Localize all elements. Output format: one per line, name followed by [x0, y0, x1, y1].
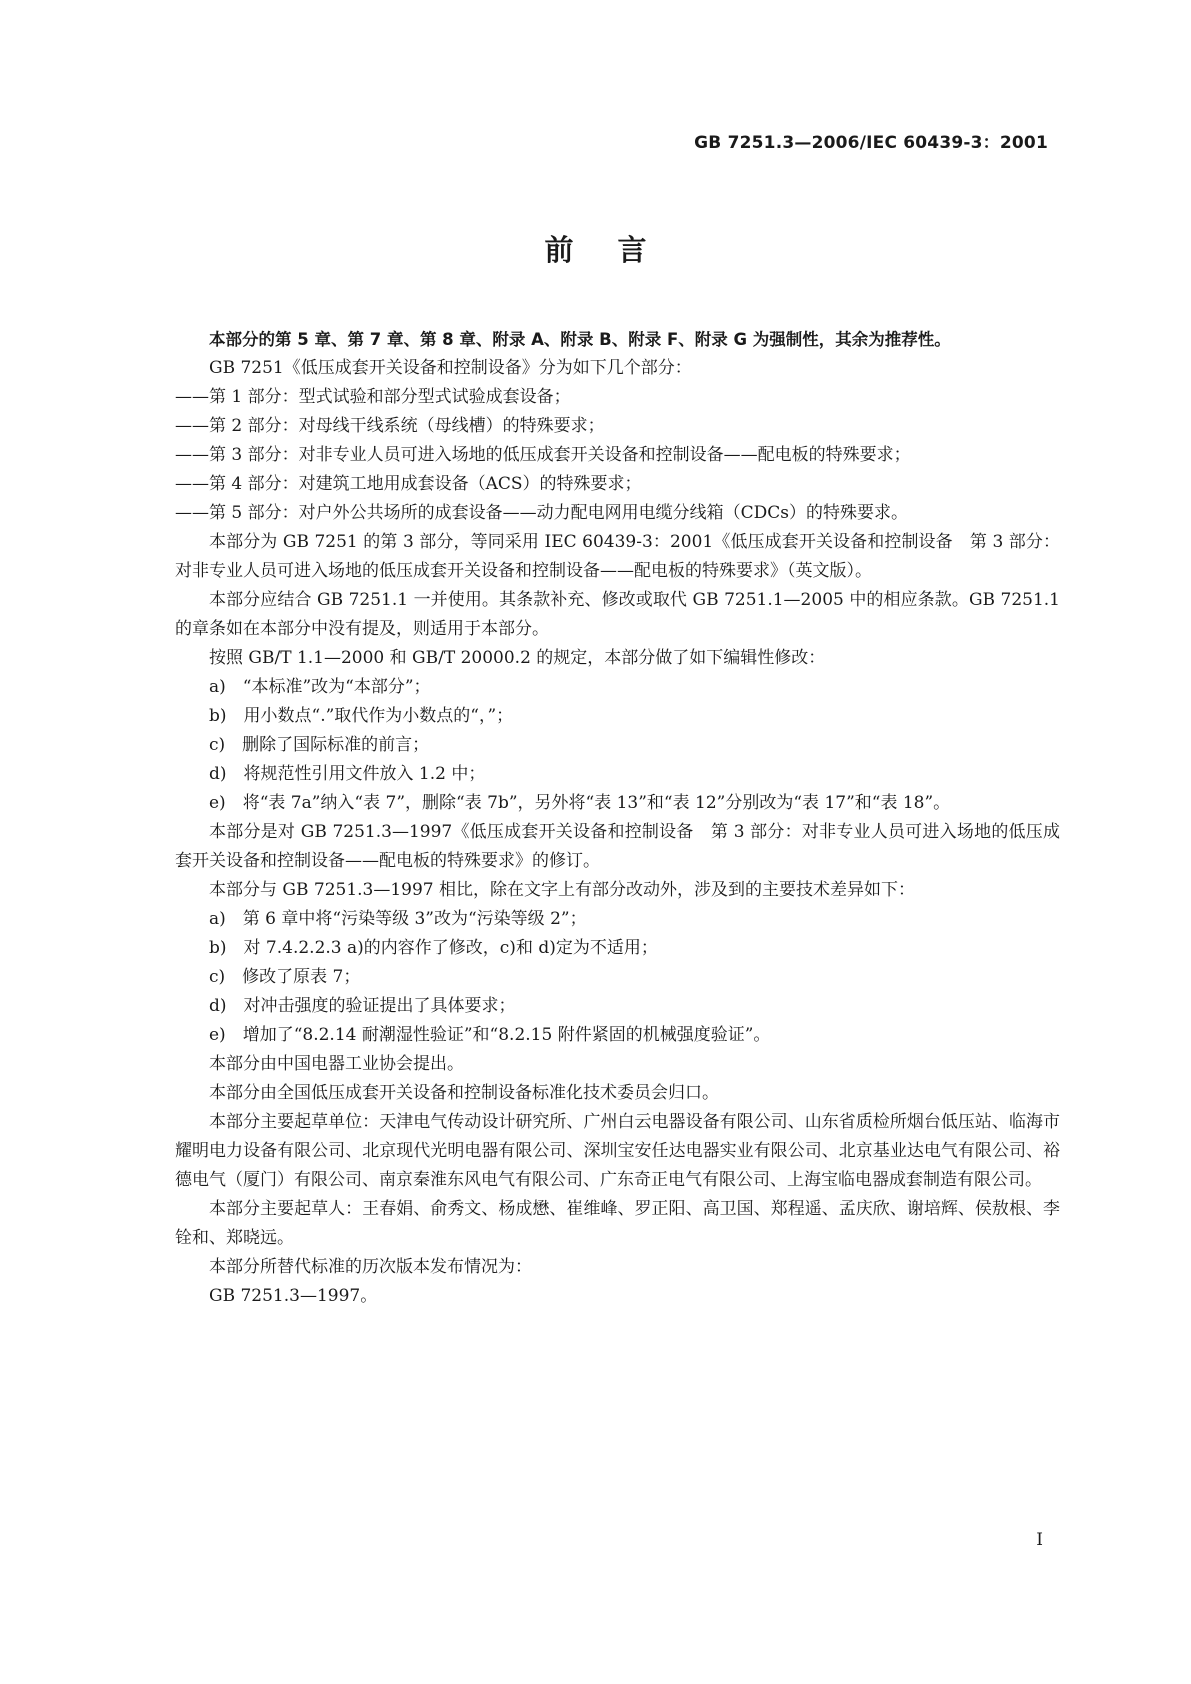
- list-item: a) “本标准”改为“本部分”；: [209, 677, 431, 697]
- part-list-item: ——第 3 部分：对非专业人员可进入场地的低压成套开关设备和控制设备——配电板的特殊要求；: [175, 445, 911, 465]
- list-item: d) 对冲击强度的验证提出了具体要求；: [209, 996, 516, 1016]
- list-item: e) 增加了“8.2.14 耐潮湿性验证”和“8.2.15 附件紧固的机械强度验证”。: [209, 1025, 771, 1045]
- part-list-item: ——第 5 部分：对户外公共场所的成套设备——动力配电网用电缆分线箱（CDCs）的特殊要求。: [175, 503, 908, 523]
- paragraph: 本部分与 GB 7251.3—1997 相比，除在文字上有部分改动外，涉及到的主要技术差异如下：: [209, 880, 916, 900]
- part-list-item: ——第 1 部分：型式试验和部分型式试验成套设备；: [175, 387, 571, 407]
- paragraph: 本部分由中国电器工业协会提出。: [209, 1054, 464, 1074]
- part-list-item: ——第 4 部分：对建筑工地用成套设备（ACS）的特殊要求；: [175, 474, 642, 494]
- list-item: e) 将“表 7a”纳入“表 7”，删除“表 7b”，另外将“表 13”和“表 12”分别改为“表 17”和“表 18”。: [209, 793, 951, 813]
- paragraph: 本部分所替代标准的历次版本发布情况为：: [209, 1257, 532, 1277]
- list-item: b) 用小数点“.”取代作为小数点的“，”；: [209, 706, 514, 726]
- page-title: 前言: [544, 233, 691, 267]
- standard-code-header: GB 7251.3—2006/IEC 60439-3：2001: [694, 133, 1048, 153]
- paragraph: 本部分是对 GB 7251.3—1997《低压成套开关设备和控制设备 第 3 部分：对非专业人员可进入场地的低压成套开关设备和控制设备——配电板的特殊要求》的修订。: [175, 822, 1060, 871]
- paragraph: 本部分主要起草人：王春娟、俞秀文、杨成懋、崔维峰、罗正阳、高卫国、郑程遥、孟庆欣、谢培辉、侯敖根、李铨和、郑晓远。: [175, 1199, 1060, 1248]
- list-item: c) 修改了原表 7；: [209, 967, 361, 987]
- part-list-item: ——第 2 部分：对母线干线系统（母线槽）的特殊要求；: [175, 416, 605, 436]
- paragraph: 本部分主要起草单位：天津电气传动设计研究所、广州白云电器设备有限公司、山东省质检所烟台低压站、临海市耀明电力设备有限公司、北京现代光明电器有限公司、深圳宝安任达电器实业有限公司、北京基业达电气有限公司、裕德电气（厦门）有限公司、南京秦淮东风电气有限公司、广东奇正电气有限公司、上海宝临电器成套制造有限公司。: [175, 1112, 1060, 1190]
- list-item: d) 将规范性引用文件放入 1.2 中；: [209, 764, 486, 784]
- paragraph: 按照 GB/T 1.1—2000 和 GB/T 20000.2 的规定，本部分做了如下编辑性修改：: [209, 648, 826, 668]
- page-number: I: [1036, 1530, 1043, 1550]
- foreword-body: [175, 325, 1060, 1311]
- paragraph: GB 7251《低压成套开关设备和控制设备》分为如下几个部分：: [209, 358, 692, 378]
- paragraph: GB 7251.3—1997。: [209, 1286, 378, 1306]
- paragraph: 本部分为 GB 7251 的第 3 部分，等同采用 IEC 60439-3：2001《低压成套开关设备和控制设备 第 3 部分：对非专业人员可进入场地的低压成套开关设备和控制设备——配电板的特殊要求》（英文版）。: [175, 532, 1060, 581]
- list-item: a) 第 6 章中将“污染等级 3”改为“污染等级 2”；: [209, 909, 587, 929]
- paragraph: 本部分由全国低压成套开关设备和控制设备标准化技术委员会归口。: [209, 1083, 719, 1103]
- list-item: b) 对 7.4.2.2.3 a)的内容作了修改，c)和 d)定为不适用；: [209, 938, 658, 958]
- paragraph: 本部分应结合 GB 7251.1 一并使用。其条款补充、修改或取代 GB 7251.1—2005 中的相应条款。GB 7251.1 的章条如在本部分中没有提及，则适用于本部分。: [175, 590, 1060, 639]
- list-item: c) 删除了国际标准的前言；: [209, 735, 430, 755]
- mandatory-clause-statement: 本部分的第 5 章、第 7 章、第 8 章、附录 A、附录 B、附录 F、附录 G 为强制性，其余为推荐性。: [209, 330, 951, 349]
